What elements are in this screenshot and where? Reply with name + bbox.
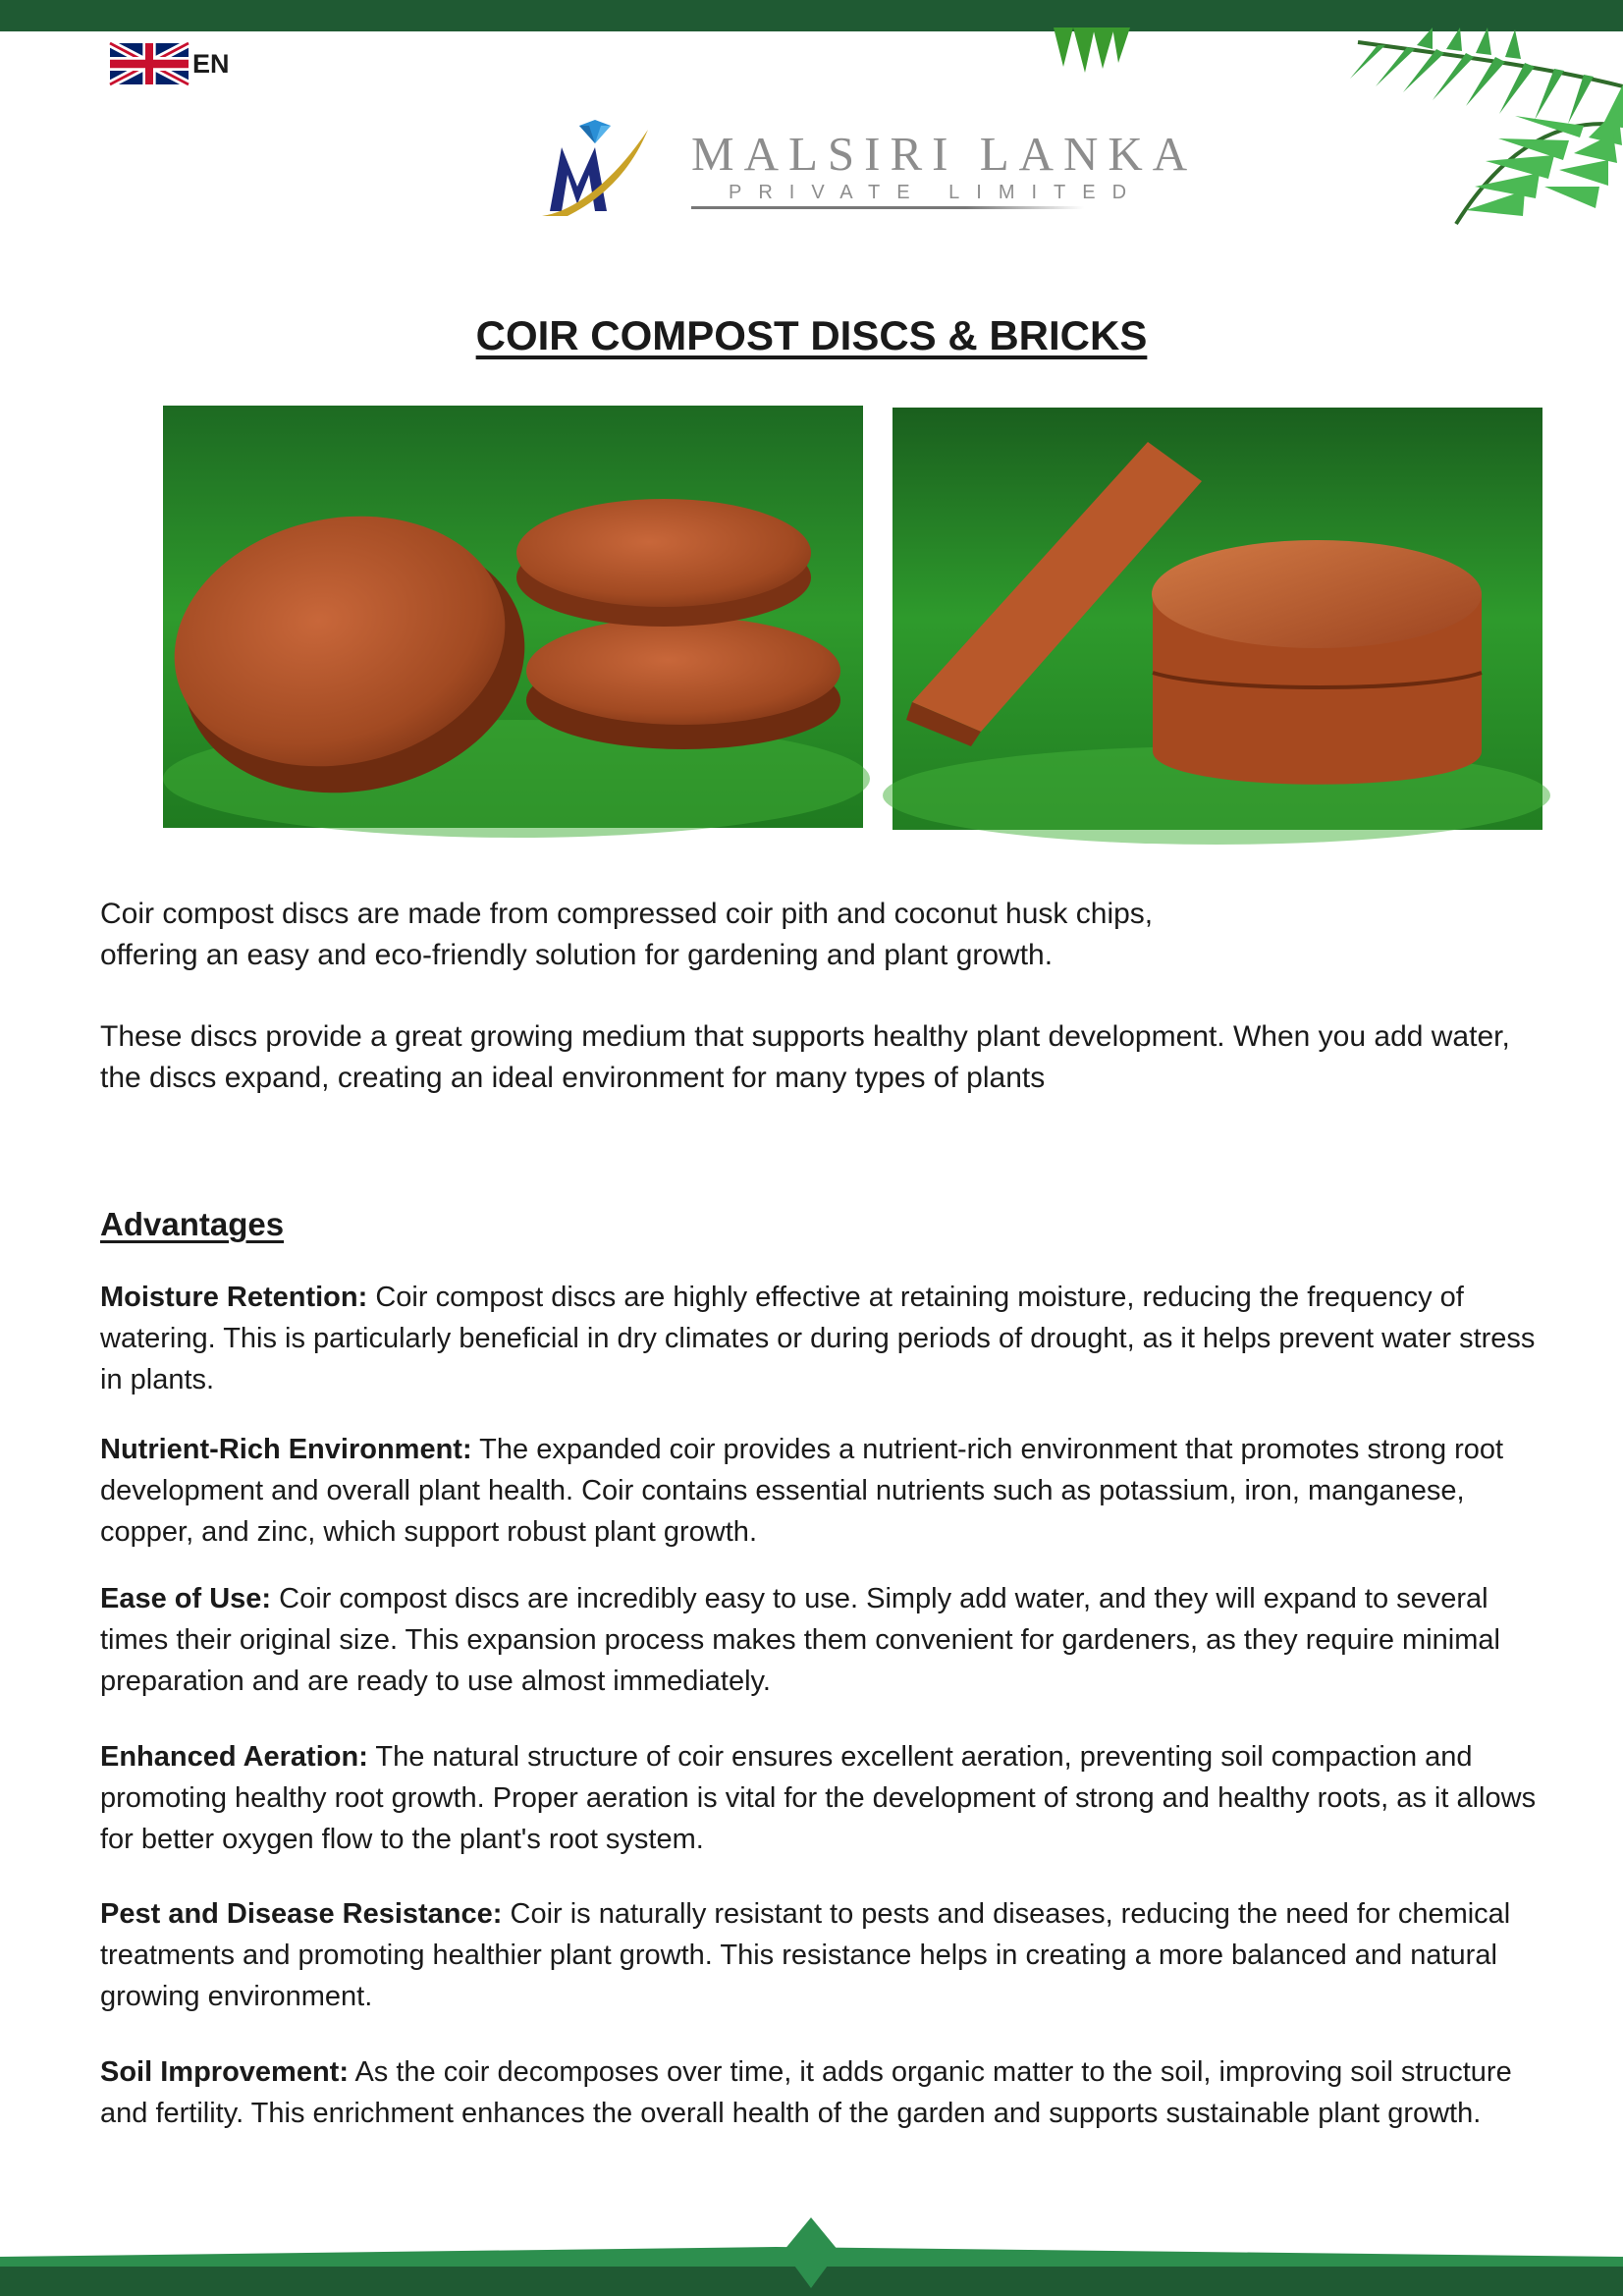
advantage-text: Coir is naturally resistant to pests and diseases, reducing the need for chemical treatments and promoting healthier plant growth. This resistance helps in creating a more balanced and natural growing environment. bbox=[100, 1898, 1511, 2012]
uk-flag-icon bbox=[110, 43, 189, 84]
advantage-text: As the coir decomposes over time, it adds organic matter to the soil, improving soil structure and fertility. This enrichment enhances the overall health of the garden and supports sustainable plant growth. bbox=[100, 2056, 1512, 2129]
advantage-title: Soil Improvement: bbox=[100, 2056, 349, 2088]
advantage-pest-disease-resistance bbox=[100, 1893, 1548, 2017]
logo-underline bbox=[691, 206, 1084, 209]
company-name: MALSIRI LANKA bbox=[691, 127, 1198, 181]
intro-paragraph-1 bbox=[100, 894, 1543, 976]
advantage-title: Enhanced Aeration: bbox=[100, 1741, 368, 1773]
advantage-text: Coir compost discs are highly effective at retaining moisture, reducing the frequency of watering. This is particularly beneficial in dry climates or during periods of drought, as it helps prevent water stress in plants. bbox=[100, 1282, 1536, 1395]
advantage-title: Moisture Retention: bbox=[100, 1282, 368, 1313]
advantage-ease-of-use bbox=[100, 1578, 1548, 1702]
product-photo-discs-stacked bbox=[163, 406, 863, 828]
advantages-heading: Advantages bbox=[100, 1206, 285, 1242]
company-subtitle: PRIVATE LIMITED bbox=[729, 182, 1144, 203]
intro-line-1: Coir compost discs are made from compressed coir pith and coconut husk chips, bbox=[100, 898, 1154, 930]
company-logo bbox=[538, 118, 1198, 221]
intro-paragraph-2: These discs provide a great growing medium that supports healthy plant development. When you add water, the discs expand, creating an ideal environment for many types of plants bbox=[100, 1020, 1510, 1094]
intro-line-2: offering an easy and eco-friendly solution for gardening and plant growth. bbox=[100, 939, 1054, 971]
advantage-text: The natural structure of coir ensures excellent aeration, preventing soil compaction and promoting healthy root growth. Proper aeration is vital for the development of strong and healthy roots, as it allows for better oxygen flow to the plant's root system. bbox=[100, 1741, 1537, 1855]
advantage-enhanced-aeration bbox=[100, 1736, 1548, 1860]
page-title: COIR COMPOST DISCS & BRICKS bbox=[475, 312, 1148, 358]
language-code: EN bbox=[192, 48, 230, 79]
product-photo-bricks bbox=[893, 408, 1542, 830]
advantage-title: Ease of Use: bbox=[100, 1583, 272, 1614]
advantage-nutrient-rich bbox=[100, 1429, 1548, 1553]
advantage-soil-improvement bbox=[100, 2051, 1548, 2134]
advantage-text: The expanded coir provides a nutrient-rich environment that promotes strong root development and overall plant health. Coir contains essential nutrients such as potassium, iron, manganese, copper, and zinc, which support robust plant growth. bbox=[100, 1434, 1504, 1548]
advantage-moisture-retention bbox=[100, 1277, 1548, 1400]
advantage-text: Coir compost discs are incredibly easy to use. Simply add water, and they will expand to several times their original size. This expansion process makes them convenient for gardeners, as they require minimal preparation and are ready to use almost immediately. bbox=[100, 1583, 1500, 1697]
diamond-m-logo-icon bbox=[538, 118, 656, 221]
advantage-title: Nutrient-Rich Environment: bbox=[100, 1434, 472, 1465]
advantage-title: Pest and Disease Resistance: bbox=[100, 1898, 503, 1930]
footer-band bbox=[0, 2217, 1623, 2296]
language-selector[interactable] bbox=[110, 43, 230, 84]
